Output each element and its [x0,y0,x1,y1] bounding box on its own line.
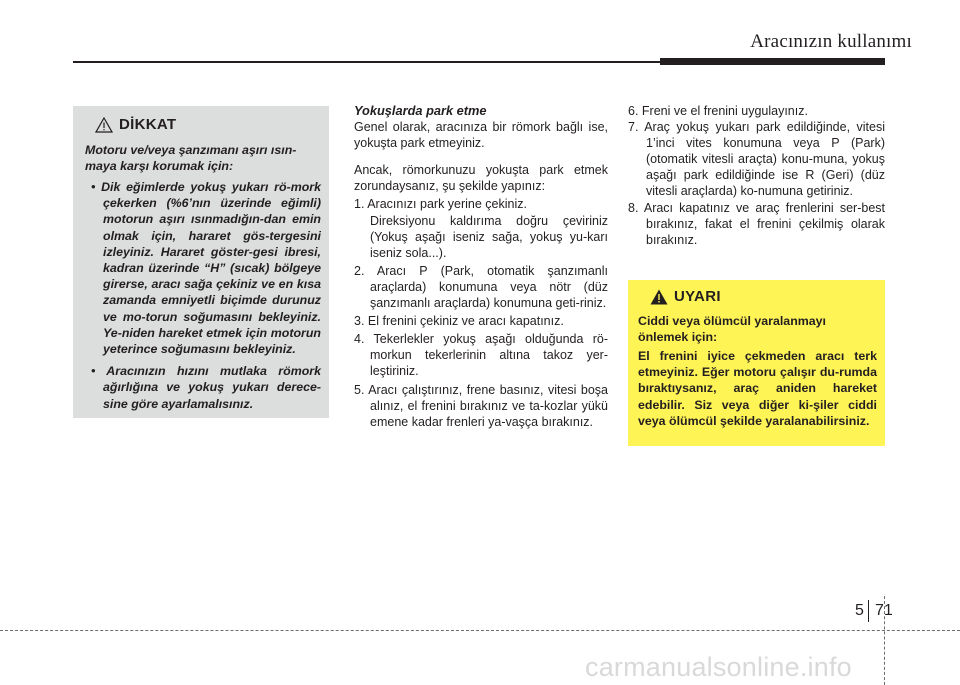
chapter-number: 5 [855,602,864,619]
warning-header [650,288,877,305]
step-item: 5. Aracı çalıştırınız, frene basınız, vitesi boşa alınız, el frenini bırakınız ve ta-kozlar yükü emene kadar frenleri ya-vaşça bırakınız. [354,382,608,429]
header-rule [73,61,660,63]
page-header-title: Aracınızın kullanımı [750,31,912,52]
step-item: 8. Aracı kapatınız ve araç frenlerini ser-best bırakınız, fakat el frenini çekilmiş olarak bırakınız. [628,200,885,247]
step-continuation: Direksiyonu kaldırıma doğru çeviriniz (Yokuş aşağı iseniz sağa, yokuş yu-karı iseniz sola...). [370,213,608,260]
caution-triangle-icon [95,117,113,133]
caution-header [95,116,321,133]
step-item: 6. Freni ve el frenini uygulayınız. [628,104,808,118]
page-number: 71 [875,602,893,619]
step-item: 2. Aracı P (Park, otomatik şanzımanlı araçlarda) konumuna veya nötr (düz şanzımanlı araçlarda) konumuna geti-riniz. [354,263,608,311]
caution-box [73,106,329,418]
header-bar [660,58,885,65]
warning-body: El frenini iyice çekmeden aracı terk etmeyiniz. Eğer motoru çalışır du-rumda bıraktıysanız, araç aniden hareket edebilir. Siz veya diğer ki-şiler ciddi veya ölümcül şekilde yaralanabilirsiniz. [638,349,877,428]
warning-triangle-icon [650,289,668,305]
step-item [354,196,608,260]
caution-item: • Aracınızın hızını mutlaka römork ağırlığına ve yokuş yukarı derece-sine göre ayarlamalısınız. [91,364,321,411]
paragraph: Genel olarak, aracınıza bir römork bağlı ise, yokuşta park etmeyiniz. [354,120,608,151]
steps-list-continued [628,103,885,248]
footer-dashed-rule [0,630,960,631]
caution-title: DİKKAT [119,116,177,133]
caution-item: • Dik eğimlerde yokuş yukarı rö-mork çekerken (%6’nın üzerinde eğimli) motorun aşırı ısınmadığın-dan emin olmak için, hararet gös-tergesini izleyiniz. Hararet göster-gesi ibresi, kadran üzerinde “H” (sıcak) bölgeye girerse, aracı sağa çekiniz ve en kısa zamanda emniyetli biçimde durunuz ve mo-torun soğumasını bekleyiniz. Ye-niden hareket etmek için motorun yeterince soğumasını bekleyiniz. [91,180,321,357]
step-item: 4. Tekerlekler yokuş aşağı olduğunda rö-morkun tekerlerinin altına takoz yer-leştiriniz. [354,332,608,379]
right-column [628,103,885,248]
warning-box [628,280,885,446]
paragraph: Ancak, römorkunuzu yokuşta park etmek zorundaysanız, şu şekilde yapınız: [354,163,608,194]
watermark: carmanualsonline.info [585,652,852,682]
step-item: 3. El frenini çekiniz ve aracı kapatınız. [354,314,564,329]
middle-column [354,103,608,430]
caution-subtitle: Motoru ve/veya şanzımanı aşırı ısın-maya karşı korumak için: [85,143,297,173]
caution-list [85,179,321,412]
step-text: 1. Aracınızı park yerine çekiniz. [354,197,527,212]
warning-title: UYARI [674,288,721,305]
step-item: 7. Araç yokuş yukarı park edildiğinde, vitesi 1’inci vites konumuna veya P (Park) (otomatik vitesli araçta) konu-muna, yokuş aşağı park edildiğinde ise R (Geri) (düz vitesli araçlarda) ko-numuna getiriniz. [628,120,885,199]
warning-subtitle: Ciddi veya ölümcül yaralanmayı önlemek için: [638,314,827,344]
section-title: Yokuşlarda park etme [354,103,487,118]
steps-list [354,196,608,429]
page-number-separator [868,600,869,622]
